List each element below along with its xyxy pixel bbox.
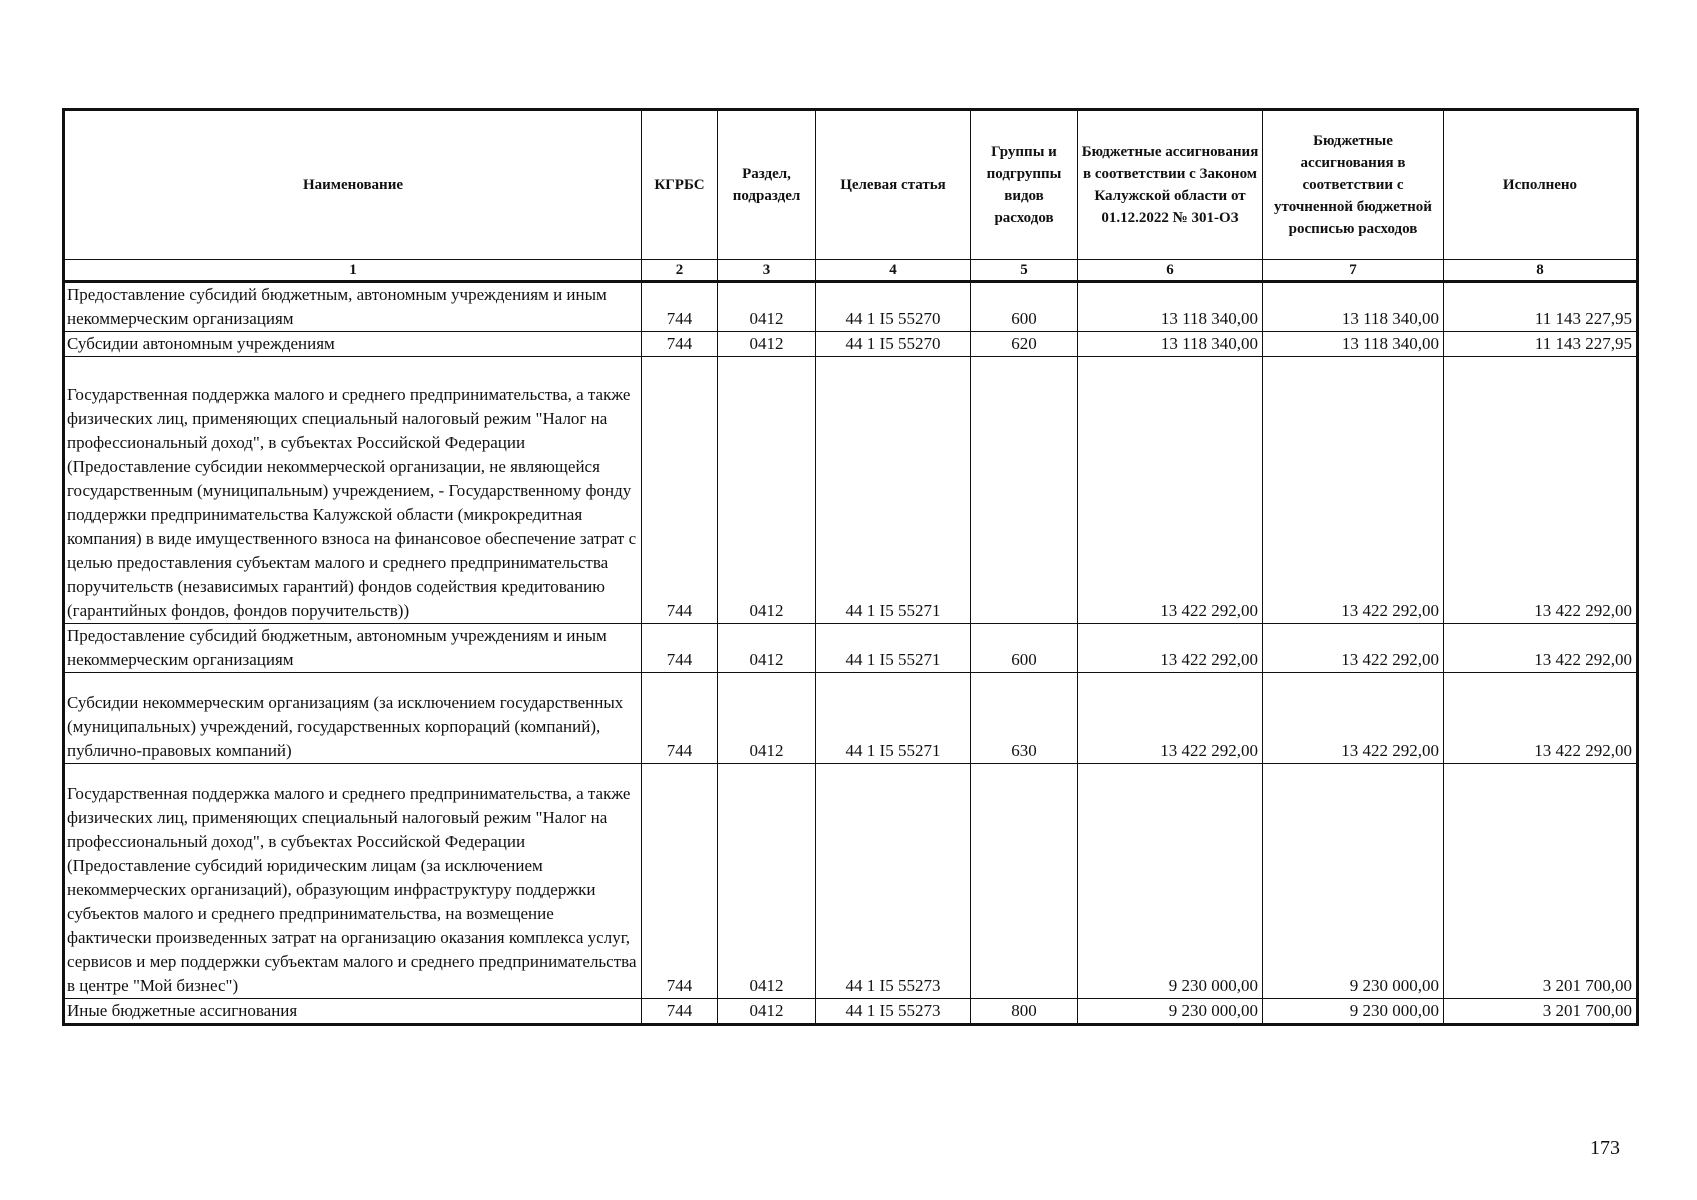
row-group: 620 <box>971 332 1078 357</box>
header-name: Наименование <box>64 110 642 260</box>
row-kgrbs: 744 <box>642 282 718 332</box>
row-executed: 3 201 700,00 <box>1444 999 1638 1025</box>
table-row <box>64 282 1638 332</box>
table-row <box>64 999 1638 1025</box>
table-row <box>64 764 1638 999</box>
row-executed: 11 143 227,95 <box>1444 282 1638 332</box>
row-refined-allocation: 13 422 292,00 <box>1263 624 1444 673</box>
row-target: 44 1 I5 55271 <box>816 673 971 764</box>
column-number: 8 <box>1444 260 1638 282</box>
column-number: 5 <box>971 260 1078 282</box>
column-number-row <box>64 260 1638 282</box>
row-law-allocation: 13 118 340,00 <box>1078 332 1263 357</box>
row-kgrbs: 744 <box>642 357 718 624</box>
row-name: Иные бюджетные ассигнования <box>64 999 642 1025</box>
column-number: 3 <box>718 260 816 282</box>
row-target: 44 1 I5 55270 <box>816 282 971 332</box>
header-refined-allocation: Бюджетные ассигнования в соответствии с уточненной бюджетной росписью расходов <box>1263 110 1444 260</box>
row-kgrbs: 744 <box>642 624 718 673</box>
row-section: 0412 <box>718 332 816 357</box>
header-target: Целевая статья <box>816 110 971 260</box>
row-refined-allocation: 9 230 000,00 <box>1263 764 1444 999</box>
row-target: 44 1 I5 55273 <box>816 999 971 1025</box>
row-law-allocation: 13 422 292,00 <box>1078 624 1263 673</box>
row-refined-allocation: 13 118 340,00 <box>1263 282 1444 332</box>
row-name: Предоставление субсидий бюджетным, автономным учреждениям и иным некоммерческим организациям <box>64 624 642 673</box>
row-law-allocation: 9 230 000,00 <box>1078 764 1263 999</box>
row-name: Субсидии автономным учреждениям <box>64 332 642 357</box>
row-refined-allocation: 13 118 340,00 <box>1263 332 1444 357</box>
row-executed: 3 201 700,00 <box>1444 764 1638 999</box>
table-row <box>64 624 1638 673</box>
header-kgrbs: КГРБС <box>642 110 718 260</box>
row-refined-allocation: 9 230 000,00 <box>1263 999 1444 1025</box>
header-section: Раздел, подраздел <box>718 110 816 260</box>
table-row <box>64 332 1638 357</box>
row-executed: 11 143 227,95 <box>1444 332 1638 357</box>
row-name: Предоставление субсидий бюджетным, автономным учреждениям и иным некоммерческим организациям <box>64 282 642 332</box>
row-group: 600 <box>971 624 1078 673</box>
row-kgrbs: 744 <box>642 332 718 357</box>
row-group <box>971 764 1078 999</box>
table-row <box>64 357 1638 624</box>
column-number: 6 <box>1078 260 1263 282</box>
row-law-allocation: 9 230 000,00 <box>1078 999 1263 1025</box>
row-kgrbs: 744 <box>642 673 718 764</box>
column-number: 7 <box>1263 260 1444 282</box>
column-number: 1 <box>64 260 642 282</box>
page-number: 173 <box>1590 1137 1620 1159</box>
row-name: Государственная поддержка малого и среднего предпринимательства, а также физических лиц, применяющих специальный налоговый режим "Налог на профессиональный доход", в субъектах Российской Федерации (Предоставление субсидии некоммерческой организации, не являющейся государственным (муниципальным) учреждением, - Государственному фонду поддержки предпринимательства Калужской области (микрокредитная компания) в виде имущественного взноса на финансовое обеспечение затрат с целью предоставления субъектам малого и среднего предпринимательства поручительств (независимых гарантий) фондов содействия кредитованию (гарантийных фондов, фондов поручительств)) <box>64 357 642 624</box>
row-section: 0412 <box>718 999 816 1025</box>
row-target: 44 1 I5 55271 <box>816 624 971 673</box>
table-row <box>64 673 1638 764</box>
row-refined-allocation: 13 422 292,00 <box>1263 357 1444 624</box>
row-kgrbs: 744 <box>642 999 718 1025</box>
row-name: Субсидии некоммерческим организациям (за исключением государственных (муниципальных) учреждений, государственных корпораций (компаний), публично-правовых компаний) <box>64 673 642 764</box>
header-executed: Исполнено <box>1444 110 1638 260</box>
row-executed: 13 422 292,00 <box>1444 624 1638 673</box>
row-law-allocation: 13 422 292,00 <box>1078 673 1263 764</box>
row-executed: 13 422 292,00 <box>1444 673 1638 764</box>
column-number: 2 <box>642 260 718 282</box>
header-law-allocation: Бюджетные ассигнования в соответствии с Законом Калужской области от 01.12.2022 № 301-ОЗ <box>1078 110 1263 260</box>
header-row <box>64 110 1638 260</box>
row-target: 44 1 I5 55271 <box>816 357 971 624</box>
column-number: 4 <box>816 260 971 282</box>
row-name: Государственная поддержка малого и среднего предпринимательства, а также физических лиц, применяющих специальный налоговый режим "Налог на профессиональный доход", в субъектах Российской Федерации (Предоставление субсидий юридическим лицам (за исключением некоммерческих организаций), образующим инфраструктуру поддержки субъектов малого и среднего предпринимательства, на возмещение фактически произведенных затрат на организацию оказания комплекса услуг, сервисов и мер поддержки субъектам малого и среднего предпринимательства в центре "Мой бизнес") <box>64 764 642 999</box>
row-section: 0412 <box>718 357 816 624</box>
header-group: Группы и подгруппы видов расходов <box>971 110 1078 260</box>
budget-table <box>62 108 1639 1026</box>
row-group: 600 <box>971 282 1078 332</box>
row-group: 630 <box>971 673 1078 764</box>
row-section: 0412 <box>718 282 816 332</box>
row-section: 0412 <box>718 624 816 673</box>
row-law-allocation: 13 118 340,00 <box>1078 282 1263 332</box>
row-target: 44 1 I5 55270 <box>816 332 971 357</box>
row-group <box>971 357 1078 624</box>
row-section: 0412 <box>718 673 816 764</box>
row-law-allocation: 13 422 292,00 <box>1078 357 1263 624</box>
row-target: 44 1 I5 55273 <box>816 764 971 999</box>
row-refined-allocation: 13 422 292,00 <box>1263 673 1444 764</box>
row-section: 0412 <box>718 764 816 999</box>
row-group: 800 <box>971 999 1078 1025</box>
row-executed: 13 422 292,00 <box>1444 357 1638 624</box>
row-kgrbs: 744 <box>642 764 718 999</box>
